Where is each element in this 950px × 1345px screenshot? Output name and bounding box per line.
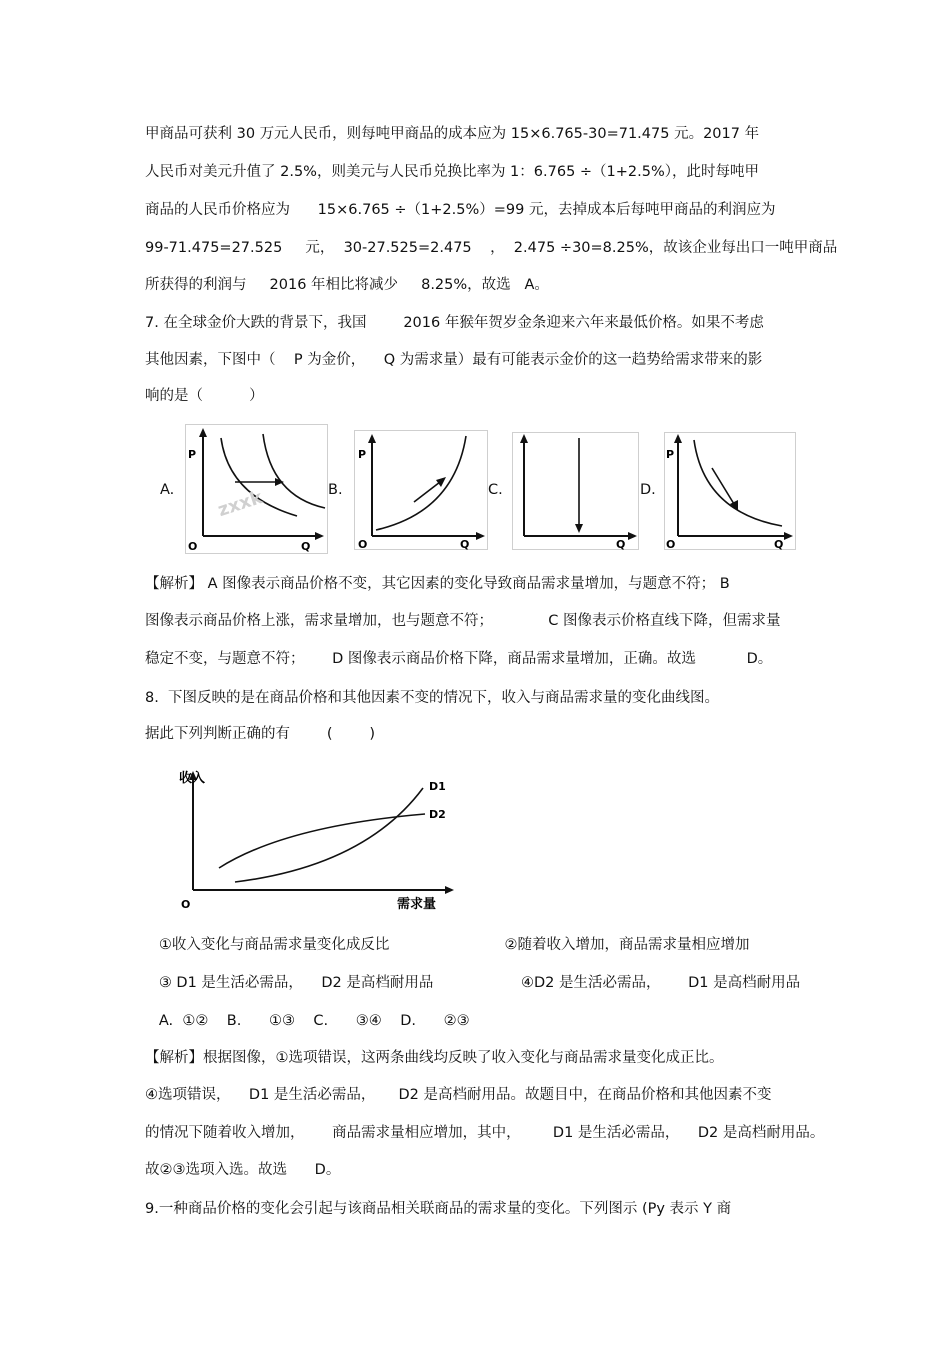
q7-option-d-label: D. [640,482,656,498]
watermark: zxxk [215,487,266,522]
question-7-stem-2: 其他因素，下图中（ P 为金价， Q 为需求量）最有可能表示金价的这一趋势给需求带来的影 [145,352,763,368]
text-line-1: 甲商品可获利 30 万元人民币，则每吨甲商品的成本应为 15×6.765-30=71.475 元。2017 年 [145,126,760,142]
svg-text:Q: Q [301,540,311,553]
curve-d1-label: D1 [429,780,446,793]
svg-text:O: O [666,538,676,550]
q7-option-a-label: A. [160,482,175,498]
svg-text:Q: Q [460,538,470,550]
svg-text:O: O [358,538,368,550]
x-axis-label: 需求量 [397,897,437,912]
q8-analysis-1: 【解析】根据图像，①选项错误，这两条曲线均反映了收入变化与商品需求量变化成正比。 [145,1050,724,1066]
svg-text:P: P [666,448,675,461]
q8-options-1: ①收入变化与商品需求量变化成反比 ②随着收入增加，商品需求量相应增加 [145,937,750,953]
q8-income-demand-graph [175,766,457,916]
y-axis-label: 收入 [179,771,206,786]
svg-text:O: O [188,540,198,553]
q7-analysis-2: 图像表示商品价格上涨，需求量增加，也与题意不符； C 图像表示价格直线下降，但需求量 [145,613,781,629]
q7-graph-c [512,432,639,550]
q8-analysis-4: 故②③选项入选。故选 D。 [145,1162,341,1178]
question-9-stem-1: 9.一种商品价格的变化会引起与该商品相关联商品的需求量的变化。下列图示 (Py 表示 Y 商 [145,1201,732,1217]
q7-option-c-label: C. [488,482,503,498]
q8-analysis-3: 的情况下随着收入增加， 商品需求量相应增加，其中， D1 是生活必需品， D2 是高档耐用品。 [145,1125,825,1141]
q8-answer-choices: A. ①② B. ①③ C. ③④ D. ②③ [145,1013,470,1029]
q7-analysis-1: 【解析】 A 图像表示商品价格不变，其它因素的变化导致商品需求量增加，与题意不符； B [145,576,730,592]
text-line-4: 99-71.475=27.525 元， 30-27.525=2.475 ， 2.475 ÷30=8.25%，故该企业每出口一吨甲商品 [145,240,838,256]
svg-text:Q: Q [774,538,784,550]
q8-analysis-2: ④选项错误， D1 是生活必需品， D2 是高档耐用品。故题目中，在商品价格和其他因素不变 [145,1087,772,1103]
svg-text:Q: Q [616,538,626,550]
q7-graph-a [185,424,328,554]
svg-text:P: P [358,448,367,461]
q7-analysis-3: 稳定不变，与题意不符； D 图像表示商品价格下降，商品需求量增加，正确。故选 D。 [145,651,773,667]
svg-text:P: P [188,448,197,461]
question-8-stem-2: 据此下列判断正确的有 ( ) [145,726,376,742]
question-8-stem-1: 8. 下图反映的是在商品价格和其他因素不变的情况下，收入与商品需求量的变化曲线图。 [145,690,720,706]
curve-d2-label: D2 [429,808,446,821]
q7-graph-b [354,430,488,550]
text-line-5: 所获得的利润与 2016 年相比将减少 8.25%，故选 A。 [145,277,549,293]
text-line-3: 商品的人民币价格应为 15×6.765 ÷（1+2.5%）=99 元，去掉成本后每吨甲商品的利润应为 [145,202,776,218]
q8-options-2: ③ D1 是生活必需品， D2 是高档耐用品 ④D2 是生活必需品， D1 是高档耐用品 [145,975,801,991]
question-7-stem-1: 7. 在全球金价大跌的背景下，我国 2016 年猴年贺岁金条迎来六年来最低价格。如果不考虑 [145,315,764,331]
question-7-stem-3: 响的是（ ） [145,388,264,404]
q7-option-b-label: B. [328,482,343,498]
text-line-2: 人民币对美元升值了 2.5%，则美元与人民币兑换比率为 1：6.765 ÷（1+2.5%），此时每吨甲 [145,164,760,180]
q7-graph-d [664,432,796,550]
origin-label: O [181,898,191,911]
